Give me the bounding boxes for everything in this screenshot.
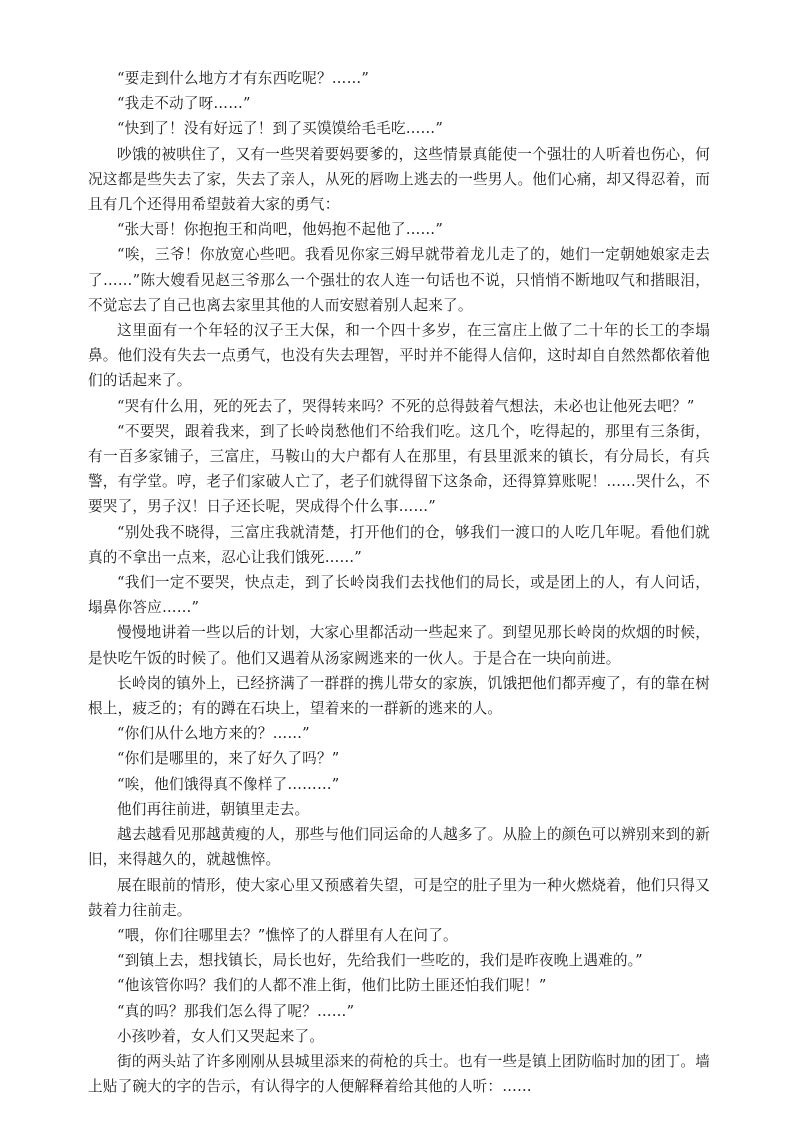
- paragraph: “别处我不晓得，三富庄我就清楚，打开他们的仓，够我们一渡口的人吃几年呢。看他们就真的不拿出一点来，忍心让我们饿死……”: [88, 523, 710, 566]
- paragraph: “张大哥！你抱抱王和尚吧，他妈抱不起他了……”: [117, 221, 443, 239]
- paragraph: 慢慢地讲着一些以后的计划，大家心里都活动一些起来了。到望见那长岭岗的炊烟的时候，是快吃午饭的时候了。他们又遇着从汤家阙逃来的一伙人。于是合在一块向前进。: [88, 624, 710, 667]
- paragraph: “到镇上去，想找镇长，局长也好，先给我们一些吃的，我们是昨夜晚上遇难的。”: [117, 952, 643, 970]
- paragraph: “我们一定不要哭，快点走，到了长岭岗我们去找他们的局长，或是团上的人，有人问话，塌鼻你答应……”: [88, 574, 710, 617]
- paragraph: “不要哭，跟着我来，到了长岭岗愁他们不给我们吃。这几个，吃得起的，那里有三条街，有一百多家铺子，三富庄，马鞍山的大户都有人在那里，有县里派来的镇长，有分局长，有兵警，有学堂。哼，老子们家破人亡了，老子们就得留下这条命，还得算算账呢！……哭什么，不要哭了，男子汉！日子还长呢，哭成得个什么事……”: [88, 422, 710, 516]
- paragraph: 小孩吵着，女人们又哭起来了。: [117, 1027, 325, 1045]
- paragraph: “喂，你们往哪里去？”憔悴了的人群里有人在问了。: [117, 926, 458, 944]
- paragraph: “要走到什么地方才有东西吃呢？……”: [117, 70, 370, 87]
- paragraph: “他该管你吗？我们的人都不准上街，他们比防土匪还怕我们呢！”: [117, 977, 547, 995]
- paragraph: “你们从什么地方来的？……”: [117, 725, 310, 743]
- paragraph: “我走不动了呀……”: [117, 95, 251, 113]
- paragraph: 越去越看见那越黄瘦的人，那些与他们同运命的人越多了。从脸上的颜色可以辨别来到的新旧，来得越久的，就越憔悴。: [88, 826, 710, 869]
- paragraph: 展在眼前的情形，使大家心里又预感着失望，可是空的肚子里为一种火燃烧着，他们只得又鼓着力往前走。: [88, 876, 710, 919]
- paragraph: 长岭岗的镇外上，已经挤满了一群群的携儿带女的家族，饥饿把他们都弄瘦了，有的靠在树根上，疲乏的；有的蹲在石块上，望着来的一群新的逃来的人。: [88, 674, 710, 718]
- paragraph: “唉，他们饿得真不像样了………”: [117, 775, 340, 793]
- paragraph: “哭有什么用，死的死去了，哭得转来吗？不死的总得鼓着气想法，未必也让他死去吧？”: [117, 397, 695, 415]
- paragraph: 这里面有一个年轻的汉子王大保，和一个四十多岁，在三富庄上做了二十年的长工的李塌鼻。他们没有失去一点勇气，也没有失去理智，平时并不能得人信仰，这时却自自然然都依着他们的话起来了。: [88, 322, 710, 390]
- paragraph: 他们再往前进，朝镇里走去。: [117, 800, 310, 818]
- paragraph: “唉，三爷！你放宽心些吧。我看见你家三姆早就带着龙儿走了的，她们一定朝她娘家走去了……”陈大嫂看见赵三爷那么一个强壮的农人连一句话也不说，只悄悄不断地叹气和揩眼泪，不觉忘去了自己也离去家里其他的人而安慰着别人起来了。: [88, 246, 710, 314]
- paragraph: 街的两头站了许多刚刚从县城里添来的荷枪的兵士。也有一些是镇上团防临时加的团丁。墙上贴了碗大的字的告示，有认得字的人便解释着给其他的人听：……: [88, 1052, 710, 1096]
- paragraph: “你们是哪里的，来了好久了吗？”: [117, 750, 340, 768]
- document-body: [88, 66, 710, 1099]
- paragraph: 吵饿的被哄住了，又有一些哭着要妈要爹的，这些情景真能使一个强壮的人听着也伤心，何况这都是些失去了家，失去了亲人，从死的唇吻上逃去的一些男人。他们心痛，却又得忍着，而且有几个还得用希望鼓着大家的勇气：: [88, 145, 710, 214]
- paragraph: “真的吗？那我们怎么得了呢？……”: [117, 1002, 355, 1020]
- paragraph: “快到了！没有好远了！到了买馍馍给毛毛吃……”: [117, 120, 443, 138]
